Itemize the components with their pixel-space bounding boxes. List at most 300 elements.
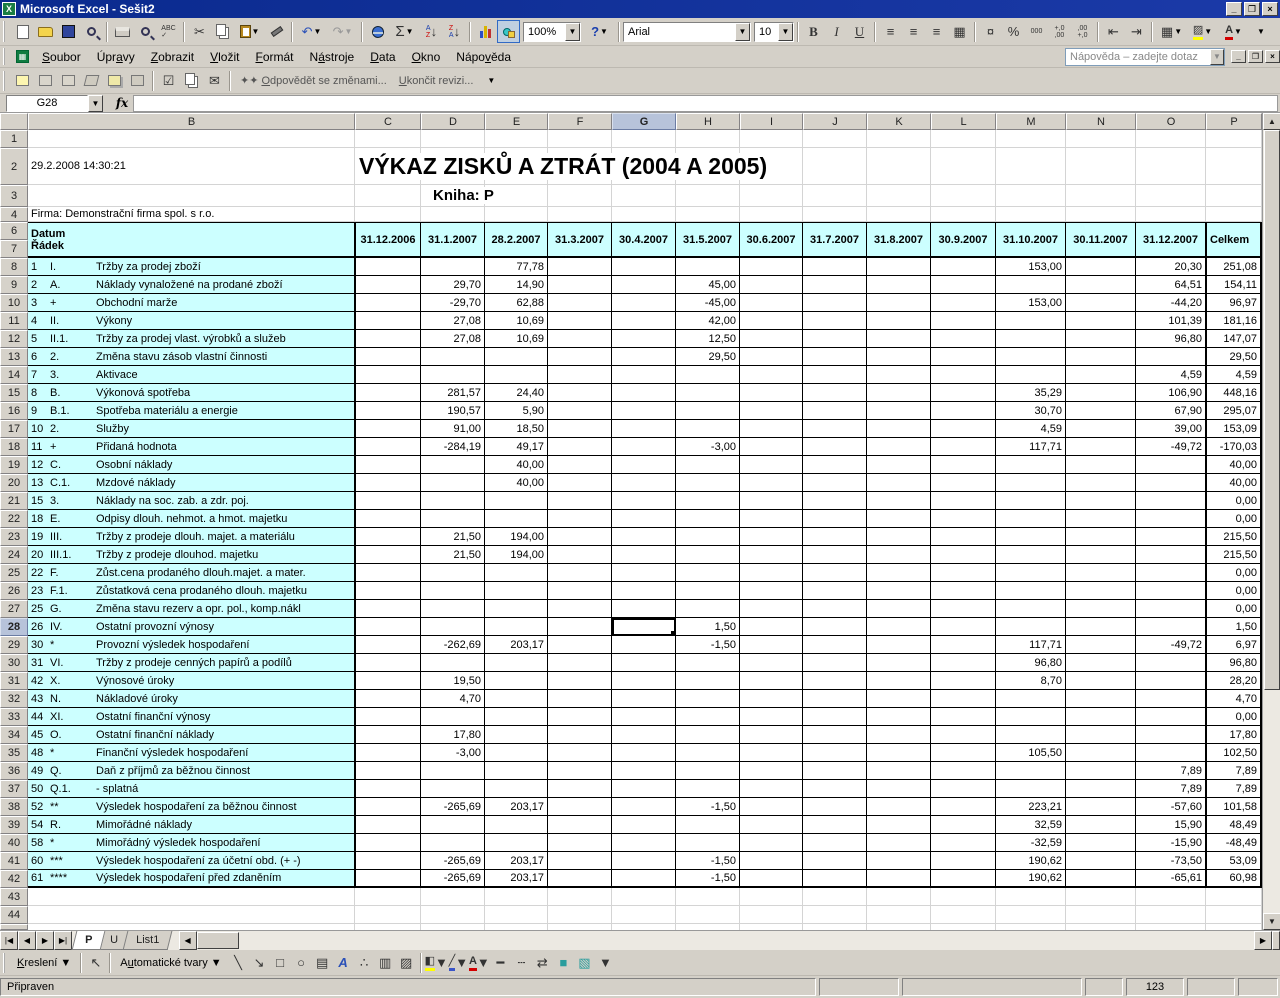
cell[interactable]: [996, 366, 1066, 384]
cell[interactable]: [421, 207, 485, 222]
cell[interactable]: [1066, 834, 1136, 852]
cell[interactable]: [740, 906, 803, 924]
cell[interactable]: [1136, 600, 1206, 618]
open-icon[interactable]: [34, 20, 57, 43]
cell[interactable]: [803, 456, 867, 474]
col-header-K[interactable]: K: [867, 113, 931, 130]
tab-split-handle[interactable]: [1272, 931, 1280, 950]
cell[interactable]: [740, 330, 803, 348]
cell[interactable]: [612, 130, 676, 148]
cell[interactable]: -32,59: [996, 834, 1066, 852]
cell[interactable]: [867, 870, 931, 888]
thousands-icon[interactable]: 000: [1030, 28, 1043, 35]
cell[interactable]: [1066, 780, 1136, 798]
row-header-39[interactable]: 39: [0, 816, 28, 834]
cell[interactable]: 181,16: [1206, 312, 1262, 330]
header-date[interactable]: 31.12.2007: [1136, 222, 1206, 258]
cell[interactable]: 10,69: [485, 312, 548, 330]
header-date[interactable]: 30.6.2007: [740, 222, 803, 258]
toolbar-grip[interactable]: [3, 21, 8, 43]
cell[interactable]: [867, 600, 931, 618]
cell[interactable]: [1066, 636, 1136, 654]
row-label-cell[interactable]: 60 *** Výsledek hospodaření za účetní obd. (+ -): [28, 852, 355, 870]
cell[interactable]: 6,97: [1206, 636, 1262, 654]
cell[interactable]: [676, 690, 740, 708]
cell[interactable]: [548, 780, 612, 798]
drawing-icon[interactable]: [497, 20, 520, 43]
header-date[interactable]: 31.10.2007: [996, 222, 1066, 258]
row-label-cell[interactable]: 61 **** Výsledek hospodaření před zdaněním: [28, 870, 355, 888]
cell[interactable]: [1136, 528, 1206, 546]
cell[interactable]: 0,00: [1206, 510, 1262, 528]
cell[interactable]: -45,00: [676, 294, 740, 312]
cell[interactable]: [931, 366, 996, 384]
cell[interactable]: [355, 636, 421, 654]
cell[interactable]: [612, 582, 676, 600]
cell[interactable]: [740, 726, 803, 744]
insert-picture-icon[interactable]: ▨: [399, 954, 413, 970]
cell[interactable]: [355, 130, 421, 148]
cell[interactable]: [612, 492, 676, 510]
cell[interactable]: 106,90: [1136, 384, 1206, 402]
cell[interactable]: [740, 276, 803, 294]
cell[interactable]: [355, 330, 421, 348]
cell[interactable]: [612, 474, 676, 492]
cell[interactable]: [548, 312, 612, 330]
row-header-19[interactable]: 19: [0, 456, 28, 474]
cell[interactable]: [867, 474, 931, 492]
row-label-cell[interactable]: 19 III. Tržby z prodeje dlouh. majet. a materiálu: [28, 528, 355, 546]
cell[interactable]: [612, 438, 676, 456]
row-header-17[interactable]: 17: [0, 420, 28, 438]
cell[interactable]: [548, 402, 612, 420]
header-datum-radek[interactable]: Datum Řádek: [28, 222, 355, 258]
cell[interactable]: [803, 654, 867, 672]
cell[interactable]: [355, 420, 421, 438]
cell[interactable]: [740, 456, 803, 474]
cell[interactable]: [548, 456, 612, 474]
task-checkmark-icon[interactable]: ☑: [162, 72, 175, 88]
cell[interactable]: [740, 636, 803, 654]
cell[interactable]: 203,17: [485, 798, 548, 816]
cell[interactable]: [740, 474, 803, 492]
cell[interactable]: [676, 384, 740, 402]
row-header-21[interactable]: 21: [0, 492, 28, 510]
row-header-9[interactable]: 9: [0, 276, 28, 294]
cell[interactable]: [355, 258, 421, 276]
cell[interactable]: [867, 780, 931, 798]
cell[interactable]: [548, 528, 612, 546]
cell[interactable]: [1066, 294, 1136, 312]
col-header-L[interactable]: L: [931, 113, 996, 130]
cell[interactable]: [548, 582, 612, 600]
cell[interactable]: 19,50: [421, 672, 485, 690]
cell[interactable]: [931, 384, 996, 402]
cell[interactable]: [803, 546, 867, 564]
chart-wizard-icon[interactable]: [474, 20, 497, 43]
cell[interactable]: [1066, 207, 1136, 222]
cell[interactable]: [355, 402, 421, 420]
cell[interactable]: [867, 148, 931, 185]
cell[interactable]: -49,72: [1136, 636, 1206, 654]
cell[interactable]: [1066, 130, 1136, 148]
cell[interactable]: [803, 207, 867, 222]
row-header-11[interactable]: 11: [0, 312, 28, 330]
cell[interactable]: [1066, 600, 1136, 618]
row-header-30[interactable]: 30: [0, 654, 28, 672]
header-date[interactable]: 31.8.2007: [867, 222, 931, 258]
cell[interactable]: -15,90: [1136, 834, 1206, 852]
cell[interactable]: -1,50: [676, 798, 740, 816]
cell[interactable]: [676, 816, 740, 834]
cell[interactable]: 7,89: [1206, 762, 1262, 780]
cell[interactable]: [676, 672, 740, 690]
cell[interactable]: [803, 185, 867, 207]
cell[interactable]: [676, 762, 740, 780]
cell[interactable]: [548, 708, 612, 726]
cell[interactable]: [867, 708, 931, 726]
cell[interactable]: [548, 636, 612, 654]
cell[interactable]: 281,57: [421, 384, 485, 402]
update-file-icon[interactable]: [180, 69, 203, 92]
3d-style-icon[interactable]: ▧: [578, 954, 591, 970]
row-label-cell[interactable]: 15 3. Náklady na soc. zab. a zdr. poj.: [28, 492, 355, 510]
cell[interactable]: [803, 330, 867, 348]
cell[interactable]: [803, 600, 867, 618]
vertical-scrollbar[interactable]: [1262, 113, 1280, 930]
cell[interactable]: [996, 207, 1066, 222]
cell[interactable]: 15,90: [1136, 816, 1206, 834]
cell[interactable]: 35,29: [996, 384, 1066, 402]
cell[interactable]: [1136, 564, 1206, 582]
cell[interactable]: [803, 870, 867, 888]
cell[interactable]: [612, 636, 676, 654]
row-header-38[interactable]: 38: [0, 798, 28, 816]
cell[interactable]: 91,00: [421, 420, 485, 438]
cell[interactable]: [1136, 618, 1206, 636]
cell[interactable]: [740, 420, 803, 438]
row-label-cell[interactable]: 26 IV. Ostatní provozní výnosy: [28, 618, 355, 636]
cell[interactable]: 67,90: [1136, 402, 1206, 420]
cell[interactable]: [485, 816, 548, 834]
select-all-corner[interactable]: [0, 113, 28, 130]
cell[interactable]: [740, 366, 803, 384]
cell[interactable]: [548, 600, 612, 618]
horizontal-scrollbar[interactable]: [179, 931, 1280, 950]
cell[interactable]: [740, 798, 803, 816]
cell[interactable]: [803, 816, 867, 834]
cell[interactable]: -73,50: [1136, 852, 1206, 870]
row-header-8[interactable]: 8: [0, 258, 28, 276]
chevron-down-icon[interactable]: ▼: [1210, 49, 1224, 65]
cell[interactable]: [867, 798, 931, 816]
cell[interactable]: [803, 618, 867, 636]
cell[interactable]: [485, 348, 548, 366]
cell[interactable]: [931, 600, 996, 618]
increase-decimal-icon[interactable]: +,0 ,00: [1054, 24, 1065, 39]
cell[interactable]: 295,07: [1206, 402, 1262, 420]
spelling-icon[interactable]: ABC ✓: [161, 24, 176, 39]
cell[interactable]: [867, 762, 931, 780]
cell[interactable]: [612, 816, 676, 834]
cell[interactable]: [867, 582, 931, 600]
cell[interactable]: -1,50: [676, 870, 740, 888]
cell[interactable]: [803, 636, 867, 654]
cell[interactable]: [996, 906, 1066, 924]
cell[interactable]: [421, 582, 485, 600]
col-header-D[interactable]: D: [421, 113, 485, 130]
cell[interactable]: [996, 600, 1066, 618]
cell[interactable]: [867, 207, 931, 222]
cell[interactable]: [803, 420, 867, 438]
row-header-12[interactable]: 12: [0, 330, 28, 348]
cell[interactable]: [1066, 816, 1136, 834]
cell[interactable]: [548, 492, 612, 510]
cell[interactable]: [1206, 888, 1262, 906]
cell[interactable]: 194,00: [485, 528, 548, 546]
row-label-cell[interactable]: 52 ** Výsledek hospodaření za běžnou činnost: [28, 798, 355, 816]
close-button[interactable]: ×: [1262, 2, 1278, 16]
cell[interactable]: [355, 474, 421, 492]
cell[interactable]: -44,20: [1136, 294, 1206, 312]
merge-center-icon[interactable]: ▦: [953, 23, 966, 39]
cell[interactable]: 0,00: [1206, 708, 1262, 726]
print-preview-icon[interactable]: [134, 20, 157, 43]
selected-cell[interactable]: [612, 618, 676, 636]
cell[interactable]: [676, 185, 740, 207]
cell[interactable]: [740, 564, 803, 582]
cell[interactable]: [867, 672, 931, 690]
cell[interactable]: [612, 798, 676, 816]
row-header-44[interactable]: 44: [0, 906, 28, 924]
cell[interactable]: [740, 510, 803, 528]
cell[interactable]: [612, 564, 676, 582]
cell[interactable]: [612, 185, 676, 207]
cell[interactable]: [740, 258, 803, 276]
kresleni-button[interactable]: Kreslení ▼: [17, 956, 72, 969]
cell[interactable]: 105,50: [996, 744, 1066, 762]
cell[interactable]: [1136, 582, 1206, 600]
cell[interactable]: [676, 474, 740, 492]
header-date[interactable]: 30.9.2007: [931, 222, 996, 258]
cell[interactable]: 40,00: [485, 474, 548, 492]
row-label-cell[interactable]: 3 + Obchodní marže: [28, 294, 355, 312]
cell[interactable]: [421, 816, 485, 834]
cell[interactable]: [1136, 510, 1206, 528]
cell[interactable]: [867, 330, 931, 348]
cell[interactable]: [355, 816, 421, 834]
cell[interactable]: 4,59: [1206, 366, 1262, 384]
row-header-34[interactable]: 34: [0, 726, 28, 744]
cell[interactable]: [1066, 258, 1136, 276]
cell[interactable]: [1136, 888, 1206, 906]
cell[interactable]: [548, 816, 612, 834]
cell[interactable]: -49,72: [1136, 438, 1206, 456]
cell[interactable]: [355, 312, 421, 330]
cell[interactable]: [931, 798, 996, 816]
row-label-cell[interactable]: 1 I. Tržby za prodej zboží: [28, 258, 355, 276]
cell[interactable]: [485, 672, 548, 690]
cell[interactable]: [803, 258, 867, 276]
cell[interactable]: [867, 852, 931, 870]
cell[interactable]: [931, 258, 996, 276]
cell[interactable]: [612, 420, 676, 438]
cell[interactable]: [421, 348, 485, 366]
cell[interactable]: [867, 744, 931, 762]
cell[interactable]: [1136, 654, 1206, 672]
row-label-cell[interactable]: 11 + Přidaná hodnota: [28, 438, 355, 456]
cell[interactable]: 40,00: [1206, 474, 1262, 492]
cell[interactable]: 7,89: [1136, 780, 1206, 798]
cell[interactable]: [355, 294, 421, 312]
cell[interactable]: [996, 762, 1066, 780]
scroll-down-icon[interactable]: ▼: [1263, 913, 1280, 930]
cell[interactable]: [485, 762, 548, 780]
cell[interactable]: 190,62: [996, 852, 1066, 870]
cell[interactable]: 32,59: [996, 816, 1066, 834]
cell[interactable]: [1136, 474, 1206, 492]
cell[interactable]: [803, 672, 867, 690]
header-date[interactable]: 31.3.2007: [548, 222, 612, 258]
cell[interactable]: [355, 654, 421, 672]
cell[interactable]: 7,89: [1136, 762, 1206, 780]
copy-icon[interactable]: [211, 20, 234, 43]
cell[interactable]: [740, 744, 803, 762]
cell[interactable]: -3,00: [421, 744, 485, 762]
cell[interactable]: [931, 492, 996, 510]
cell[interactable]: [1066, 744, 1136, 762]
cell[interactable]: 62,88: [485, 294, 548, 312]
diagram-icon[interactable]: ∴: [359, 954, 369, 970]
cell[interactable]: [740, 834, 803, 852]
cell[interactable]: [355, 492, 421, 510]
col-header-M[interactable]: M: [996, 113, 1066, 130]
cell[interactable]: [1136, 690, 1206, 708]
cell[interactable]: [355, 456, 421, 474]
row-label-cell[interactable]: 5 II.1. Tržby za prodej vlast. výrobků a služeb: [28, 330, 355, 348]
cell[interactable]: [485, 780, 548, 798]
cell[interactable]: [740, 600, 803, 618]
col-header-E[interactable]: E: [485, 113, 548, 130]
cell[interactable]: [612, 834, 676, 852]
cell[interactable]: [548, 420, 612, 438]
cell[interactable]: 96,80: [996, 654, 1066, 672]
cell[interactable]: [1066, 564, 1136, 582]
cell[interactable]: [803, 744, 867, 762]
cell[interactable]: [1066, 438, 1136, 456]
cell[interactable]: [548, 744, 612, 762]
bold-icon[interactable]: B: [809, 23, 818, 39]
cell[interactable]: [548, 294, 612, 312]
cell[interactable]: [612, 672, 676, 690]
cell[interactable]: -265,69: [421, 852, 485, 870]
cell[interactable]: [867, 276, 931, 294]
name-box[interactable]: G28: [6, 95, 88, 112]
cell[interactable]: [996, 312, 1066, 330]
cell[interactable]: 7,89: [1206, 780, 1262, 798]
cell[interactable]: 60,98: [1206, 870, 1262, 888]
cell[interactable]: [931, 852, 996, 870]
cell[interactable]: [996, 148, 1066, 185]
cell[interactable]: 4,59: [996, 420, 1066, 438]
shadow-style-icon[interactable]: ■: [559, 955, 568, 970]
cell[interactable]: [996, 510, 1066, 528]
row-header-2[interactable]: 2: [0, 148, 28, 185]
cell[interactable]: [612, 456, 676, 474]
col-header-F[interactable]: F: [548, 113, 612, 130]
cell[interactable]: [355, 744, 421, 762]
cell[interactable]: -1,50: [676, 636, 740, 654]
cell[interactable]: [931, 474, 996, 492]
cell[interactable]: [548, 510, 612, 528]
cell[interactable]: 40,00: [1206, 456, 1262, 474]
cell[interactable]: [867, 402, 931, 420]
align-right-icon[interactable]: ≡: [932, 24, 941, 39]
cell[interactable]: [931, 744, 996, 762]
cell[interactable]: [931, 456, 996, 474]
autosum-icon[interactable]: Σ ▼: [395, 23, 414, 40]
cell[interactable]: [867, 726, 931, 744]
cell[interactable]: [931, 510, 996, 528]
menu-vložit[interactable]: Vložit: [210, 49, 240, 64]
cell[interactable]: [931, 294, 996, 312]
cell[interactable]: [1066, 185, 1136, 207]
cell[interactable]: [1066, 672, 1136, 690]
drawing-options-icon[interactable]: ▼: [598, 955, 612, 970]
cell[interactable]: [485, 618, 548, 636]
cell[interactable]: [931, 834, 996, 852]
first-sheet-icon[interactable]: |◀: [0, 931, 18, 950]
cell[interactable]: [931, 402, 996, 420]
cell[interactable]: [867, 348, 931, 366]
cell[interactable]: 17,80: [1206, 726, 1262, 744]
cell[interactable]: [740, 312, 803, 330]
cell[interactable]: [867, 384, 931, 402]
cell[interactable]: 154,11: [1206, 276, 1262, 294]
cell[interactable]: [1066, 906, 1136, 924]
cell[interactable]: 40,00: [485, 456, 548, 474]
cell[interactable]: [676, 528, 740, 546]
cell[interactable]: [740, 852, 803, 870]
cell[interactable]: [740, 207, 803, 222]
cell[interactable]: [996, 474, 1066, 492]
cell[interactable]: 77,78: [485, 258, 548, 276]
cell[interactable]: [28, 130, 355, 148]
insert-hyperlink-icon[interactable]: [366, 20, 389, 43]
cell[interactable]: [867, 546, 931, 564]
cell[interactable]: 1,50: [676, 618, 740, 636]
cell[interactable]: [548, 366, 612, 384]
cell[interactable]: [803, 528, 867, 546]
cell[interactable]: [931, 185, 996, 207]
cell[interactable]: [803, 726, 867, 744]
cell[interactable]: [485, 888, 548, 906]
cell[interactable]: [612, 780, 676, 798]
cell[interactable]: -170,03: [1206, 438, 1262, 456]
cell[interactable]: 17,80: [421, 726, 485, 744]
menu-nápověda[interactable]: Nápověda: [456, 49, 511, 64]
previous-comment-icon[interactable]: [34, 69, 57, 92]
cell[interactable]: [676, 906, 740, 924]
cell[interactable]: [1066, 618, 1136, 636]
cell[interactable]: [996, 528, 1066, 546]
cell[interactable]: [867, 636, 931, 654]
cell[interactable]: [548, 762, 612, 780]
cell[interactable]: [548, 348, 612, 366]
cell[interactable]: [355, 708, 421, 726]
cell[interactable]: [996, 348, 1066, 366]
cell[interactable]: [485, 834, 548, 852]
